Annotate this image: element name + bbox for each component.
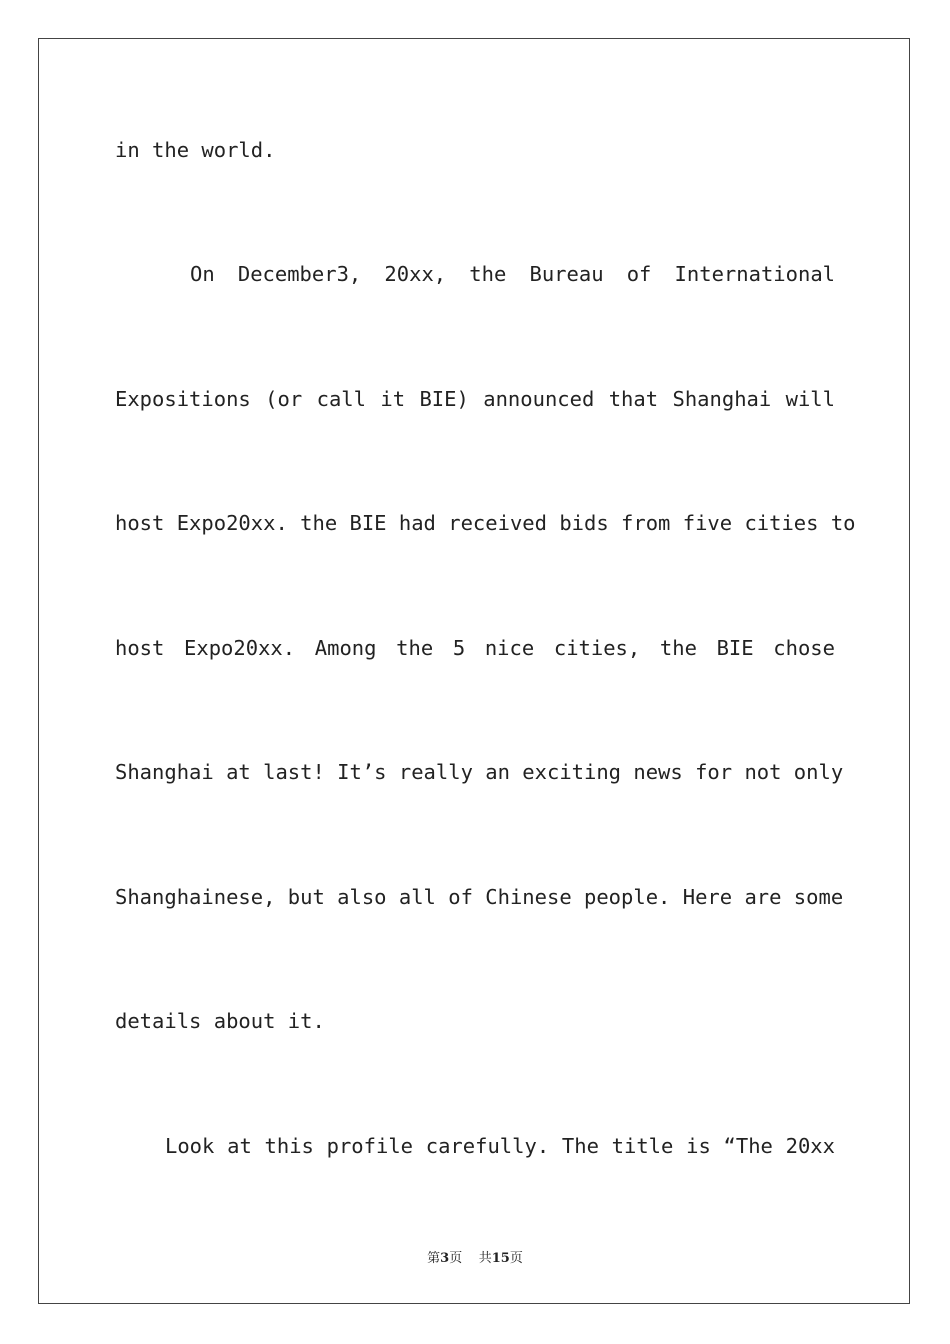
text-line-9: Look at this profile carefully. The title is “The 20xx <box>165 1134 835 1158</box>
page-border <box>38 38 910 1304</box>
text-line-8: details about it. <box>115 1009 325 1033</box>
page-footer <box>0 1247 950 1266</box>
footer-page-suffix: 页 <box>449 1251 463 1266</box>
footer-total-pages: 15 <box>491 1251 510 1266</box>
text-line-3: Expositions (or call it BIE) announced that Shanghai will <box>115 387 835 411</box>
text-line-7: Shanghainese, but also all of Chinese people. Here are some <box>115 885 844 909</box>
footer-page-prefix: 第 <box>427 1251 441 1266</box>
footer-page-number: 3 <box>440 1251 450 1266</box>
text-line-2: On December3, 20xx, the Bureau of International <box>190 262 835 286</box>
text-line-5: host Expo20xx. Among the 5 nice cities, the BIE chose <box>115 636 835 660</box>
footer-total-prefix: 共 <box>478 1251 492 1266</box>
text-line-6: Shanghai at last! It’s really an exciting news for not only <box>115 760 844 784</box>
text-line-1: in the world. <box>115 138 276 162</box>
footer-total-suffix: 页 <box>509 1251 523 1266</box>
text-line-4: host Expo20xx. the BIE had received bids from five cities to <box>115 511 856 535</box>
